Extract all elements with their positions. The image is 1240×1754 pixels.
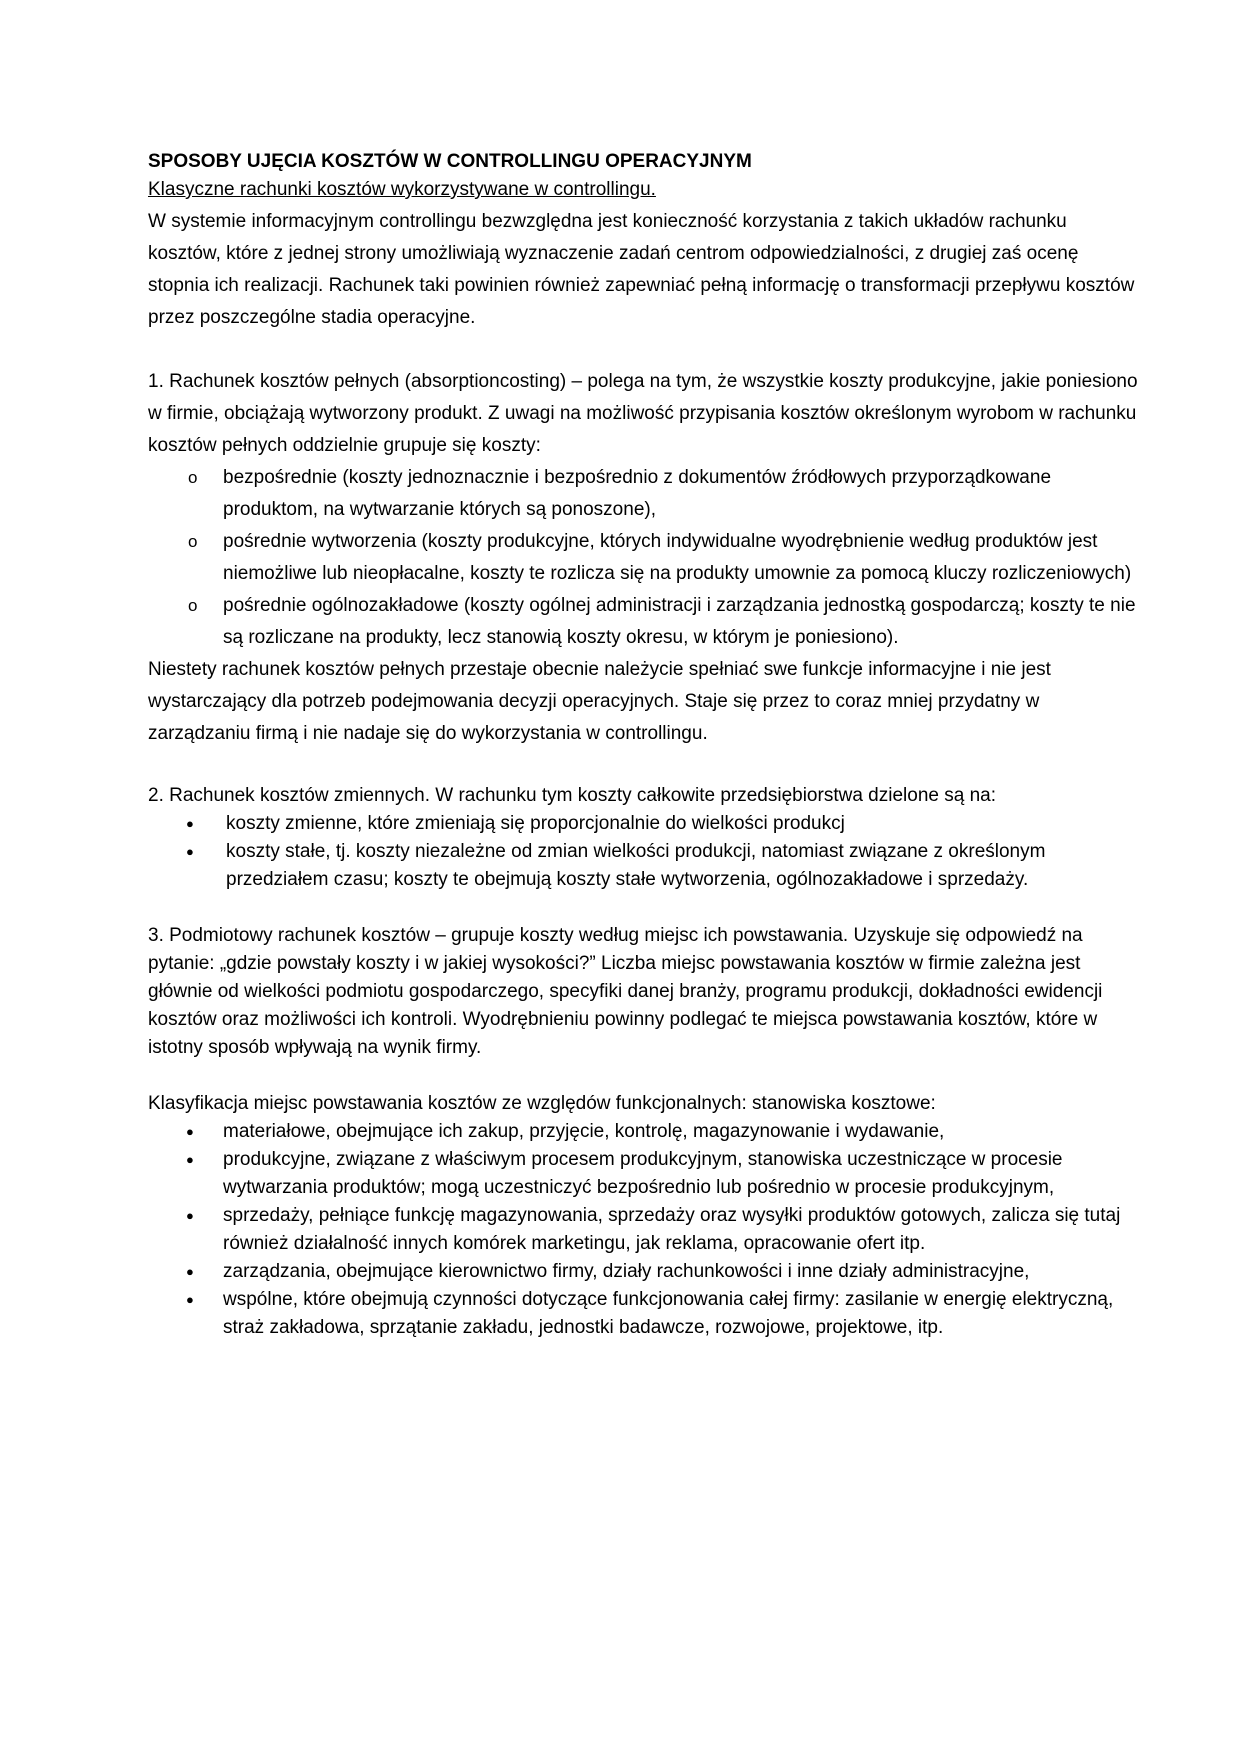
classification-list — [148, 1118, 1140, 1342]
list-item: ● materiałowe, obejmujące ich zakup, przyjęcie, kontrolę, magazynowanie i wydawanie, — [148, 1118, 1140, 1146]
list-item: ● koszty zmienne, które zmieniają się proporcjonalnie do wielkości produkcj — [148, 810, 1140, 838]
list-item: o bezpośrednie (koszty jednoznacznie i bezpośrednio z dokumentów źródłowych przyporządkowane produktom, na wytwarzanie których są ponoszone), — [148, 462, 1140, 526]
list-item: o pośrednie ogólnozakładowe (koszty ogólnej administracji i zarządzania jednostką gospodarczą; koszty te nie są rozliczane na produkty, lecz stanowią koszty okresu, w którym je poniesiono). — [148, 590, 1140, 654]
document-subtitle: Klasyczne rachunki kosztów wykorzystywane w controllingu. — [148, 179, 656, 200]
list-item: o pośrednie wytworzenia (koszty produkcyjne, których indywidualne wyodrębnienie według produktów jest niemożliwe lub nieopłacalne, koszty te rozlicza się na produkty umownie za pomocą kluczy rozliczeniowych) — [148, 526, 1140, 590]
section1-paragraph: 1. Rachunek kosztów pełnych (absorptioncosting) – polega na tym, że wszystkie koszty produkcyjne, jakie poniesiono w firmie, obciążają wytworzony produkt. Z uwagi na możliwość przypisania kosztów określonym wyrobom w rachunku kosztów pełnych oddzielnie grupuje się koszty: — [148, 371, 1138, 456]
section1-list — [148, 462, 1140, 654]
document-title: SPOSOBY UJĘCIA KOSZTÓW W CONTROLLINGU OPERACYJNYM — [148, 151, 752, 172]
list-item: ● zarządzania, obejmujące kierownictwo firmy, działy rachunkowości i inne działy administracyjne, — [148, 1258, 1140, 1286]
list-item: ● wspólne, które obejmują czynności dotyczące funkcjonowania całej firmy: zasilanie w energię elektryczną, straż zakładowa, sprzątanie zakładu, jednostki badawcze, rozwojowe, projektowe, itp. — [148, 1286, 1140, 1342]
classification-paragraph: Klasyfikacja miejsc powstawania kosztów ze względów funkcjonalnych: stanowiska kosztowe: — [148, 1093, 936, 1114]
section1-closing: Niestety rachunek kosztów pełnych przestaje obecnie należycie spełniać swe funkcje informacyjne i nie jest wystarczający dla potrzeb podejmowania decyzji operacyjnych. Staje się przez to coraz mniej przydatny w zarządzaniu firmą i nie nadaje się do wykorzystania w controllingu. — [148, 659, 1051, 744]
section2-list — [148, 810, 1140, 894]
list-item: ● sprzedaży, pełniące funkcję magazynowania, sprzedaży oraz wysyłki produktów gotowych, zalicza się tutaj również działalność innych komórek marketingu, jak reklama, opracowanie ofert itp. — [148, 1202, 1140, 1258]
section2-paragraph: 2. Rachunek kosztów zmiennych. W rachunku tym koszty całkowite przedsiębiorstwa dzielone są na: — [148, 785, 996, 806]
intro-paragraph: W systemie informacyjnym controllingu bezwzględna jest konieczność korzystania z takich układów rachunku kosztów, które z jednej strony umożliwiają wyznaczenie zadań centrom odpowiedzialności, z drugiej zaś ocenę stopnia ich realizacji. Rachunek taki powinien również zapewniać pełną informację o transformacji przepływu kosztów przez poszczególne stadia operacyjne. — [148, 211, 1135, 328]
list-item: ● produkcyjne, związane z właściwym procesem produkcyjnym, stanowiska uczestniczące w procesie wytwarzania produktów; mogą uczestniczyć bezpośrednio lub pośrednio w procesie produkcyjnym, — [148, 1146, 1140, 1202]
list-item: ● koszty stałe, tj. koszty niezależne od zmian wielkości produkcji, natomiast związane z określonym przedziałem czasu; koszty te obejmują koszty stałe wytworzenia, ogólnozakładowe i sprzedaży. — [148, 838, 1140, 894]
section3-paragraph: 3. Podmiotowy rachunek kosztów – grupuje koszty według miejsc ich powstawania. Uzyskuje się odpowiedź na pytanie: „gdzie powstały koszty i w jakiej wysokości?” Liczba miejsc powstawania kosztów w firmie zależna jest głównie od wielkości podmiotu gospodarczego, specyfiki danej branży, programu produkcji, dokładności ewidencji kosztów oraz możliwości ich kontroli. Wyodrębnieniu powinny podlegać te miejsca powstawania kosztów, które w istotny sposób wpływają na wynik firmy. — [148, 925, 1103, 1058]
